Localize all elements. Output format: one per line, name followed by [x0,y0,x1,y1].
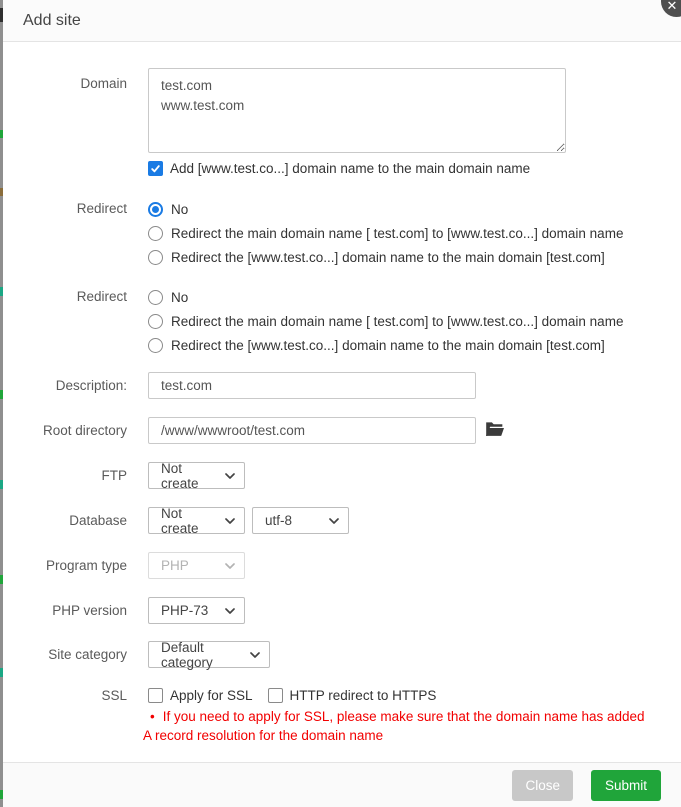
site-category-select[interactable]: Default category [148,641,270,668]
ftp-row [3,462,681,489]
php-version-label: PHP version [52,603,127,618]
ssl-warning-text: • If you need to apply for SSL, please make sure that the domain name has added A record resolution for the domain name [143,709,645,743]
dialog-body [3,42,681,762]
database-row [3,507,681,534]
chevron-down-icon [329,518,339,524]
add-www-row [3,161,681,176]
add-site-dialog [3,0,681,807]
add-www-checkbox[interactable] [148,161,530,176]
chevron-down-icon [225,608,235,614]
dialog-header [3,0,681,42]
site-category-row [3,641,681,668]
redirect-alt-option-www-to-main[interactable]: Redirect the [www.test.co...] domain name to the main domain [test.com] [148,333,623,357]
description-input[interactable] [148,372,476,399]
radio-icon[interactable] [148,314,163,329]
redirect-www-option-main-to-www[interactable]: Redirect the main domain name [ test.com] to [www.test.co...] domain name [148,221,623,245]
root-directory-row [3,417,681,444]
ssl-row [3,687,681,703]
checkbox-icon[interactable] [268,688,283,703]
ftp-select[interactable]: Not create [148,462,245,489]
redirect-www-option-www-to-main[interactable]: Redirect the [www.test.co...] domain name to the main domain [test.com] [148,245,623,269]
ssl-label: SSL [101,688,127,703]
redirect-www-option-no[interactable]: No [148,197,623,221]
dialog-footer [3,762,681,807]
add-www-label: Add [www.test.co...] domain name to the main domain name [170,161,531,176]
radio-icon[interactable] [148,290,163,305]
domain-textarea[interactable] [148,68,566,153]
root-directory-input[interactable] [148,417,476,444]
domain-label: Domain [80,76,127,91]
redirect-alt-group [3,285,681,357]
submit-button[interactable]: Submit [591,770,661,801]
radio-icon[interactable] [148,250,163,265]
apply-ssl-checkbox[interactable]: Apply for SSL [148,688,253,703]
close-button[interactable]: Close [512,770,573,801]
program-type-select: PHP [148,552,245,579]
chevron-down-icon [250,652,260,658]
database-select[interactable]: Not create [148,507,245,534]
database-label: Database [69,513,127,528]
site-category-label: Site category [48,647,127,662]
description-label: Description: [55,378,127,393]
close-icon: ✕ [666,0,678,13]
radio-icon[interactable] [148,338,163,353]
redirect-alt-option-main-to-www[interactable]: Redirect the main domain name [ test.com] to [www.test.co...] domain name [148,309,623,333]
warning-bullet-icon: • [150,709,155,724]
redirect-alt-label: Redirect [76,289,127,304]
program-type-row [3,552,681,579]
redirect-alt-option-no[interactable]: No [148,285,623,309]
chevron-down-icon [225,563,235,569]
chevron-down-icon [225,473,235,479]
root-directory-label: Root directory [42,423,127,438]
redirect-www-group [3,197,681,269]
folder-open-icon[interactable] [485,421,504,438]
redirect-www-label: Redirect [76,201,127,216]
database-charset-select[interactable]: utf-8 [252,507,349,534]
check-icon [150,163,161,174]
radio-selected-icon[interactable] [148,202,163,217]
description-row [3,372,681,399]
radio-icon[interactable] [148,226,163,241]
checkbox-icon[interactable] [148,688,163,703]
domain-row [3,68,681,153]
checkbox-checked-icon[interactable] [148,161,163,176]
php-version-row [3,597,681,624]
php-version-select[interactable]: PHP-73 [148,597,245,624]
program-type-label: Program type [45,558,127,573]
dialog-title: Add site [23,11,81,29]
chevron-down-icon [225,518,235,524]
ftp-label: FTP [101,468,127,483]
http-redirect-checkbox[interactable]: HTTP redirect to HTTPS [268,688,437,703]
